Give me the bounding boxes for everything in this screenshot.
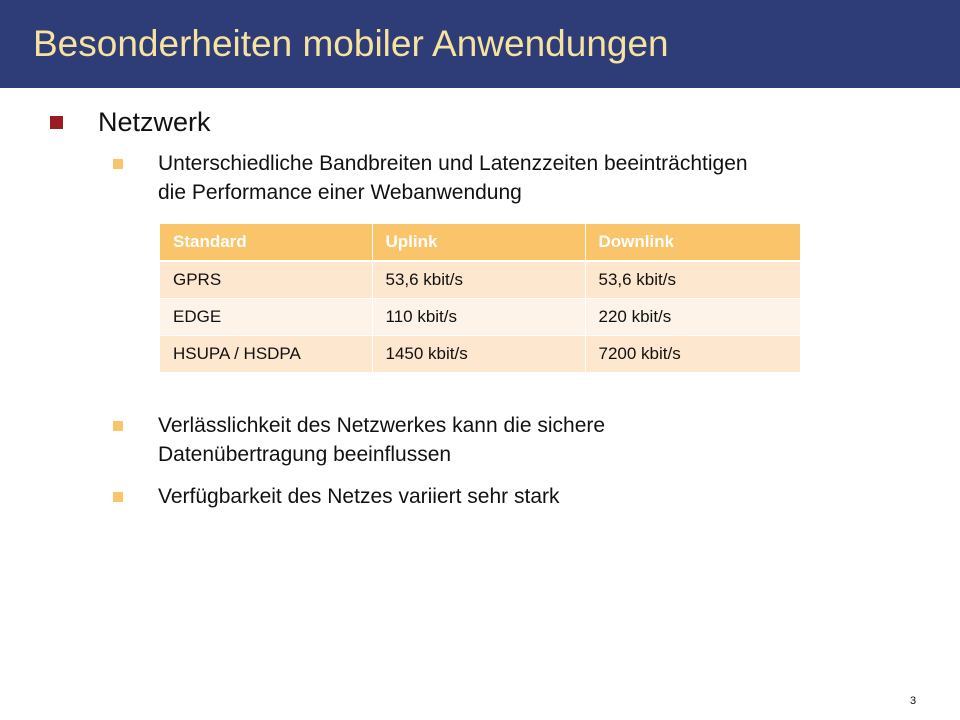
page-number: 3 (910, 695, 917, 707)
table-row (160, 261, 800, 298)
table-cell: 1450 kbit/s (372, 335, 585, 372)
table-header-row (160, 224, 800, 261)
bandwidth-table (160, 224, 800, 373)
table-cell: 53,6 kbit/s (585, 261, 800, 298)
table-cell: 220 kbit/s (585, 298, 800, 335)
header-standard: Standard (160, 224, 372, 261)
level2-bullet-icon (113, 421, 123, 431)
table-row (160, 298, 800, 335)
bullet-1-line-1: Unterschiedliche Bandbreiten und Latenzzeiten beeinträchtigen (158, 152, 748, 175)
header-downlink: Downlink (585, 224, 800, 261)
level1-bullet-icon (50, 116, 63, 129)
table-row (160, 335, 800, 372)
level1-heading: Netzwerk (98, 107, 211, 137)
level2-bullet-icon (113, 159, 123, 169)
bullet-2-line-2: Datenübertragung beeinflussen (158, 443, 452, 466)
table-cell: 53,6 kbit/s (372, 261, 585, 298)
table-cell: GPRS (160, 261, 372, 298)
header-uplink: Uplink (372, 224, 585, 261)
table-cell: HSUPA / HSDPA (160, 335, 372, 372)
level2-bullet-icon (113, 492, 123, 502)
bullet-2-line-1: Verlässlichkeit des Netzwerkes kann die sichere (158, 414, 606, 437)
table-cell: 7200 kbit/s (585, 335, 800, 372)
bullet-3-line-1: Verfügbarkeit des Netzes variiert sehr stark (158, 485, 560, 508)
table-cell: EDGE (160, 298, 372, 335)
table-cell: 110 kbit/s (372, 298, 585, 335)
slide-title: Besonderheiten mobiler Anwendungen (33, 23, 669, 64)
bullet-1-line-2: die Performance einer Webanwendung (158, 181, 522, 204)
